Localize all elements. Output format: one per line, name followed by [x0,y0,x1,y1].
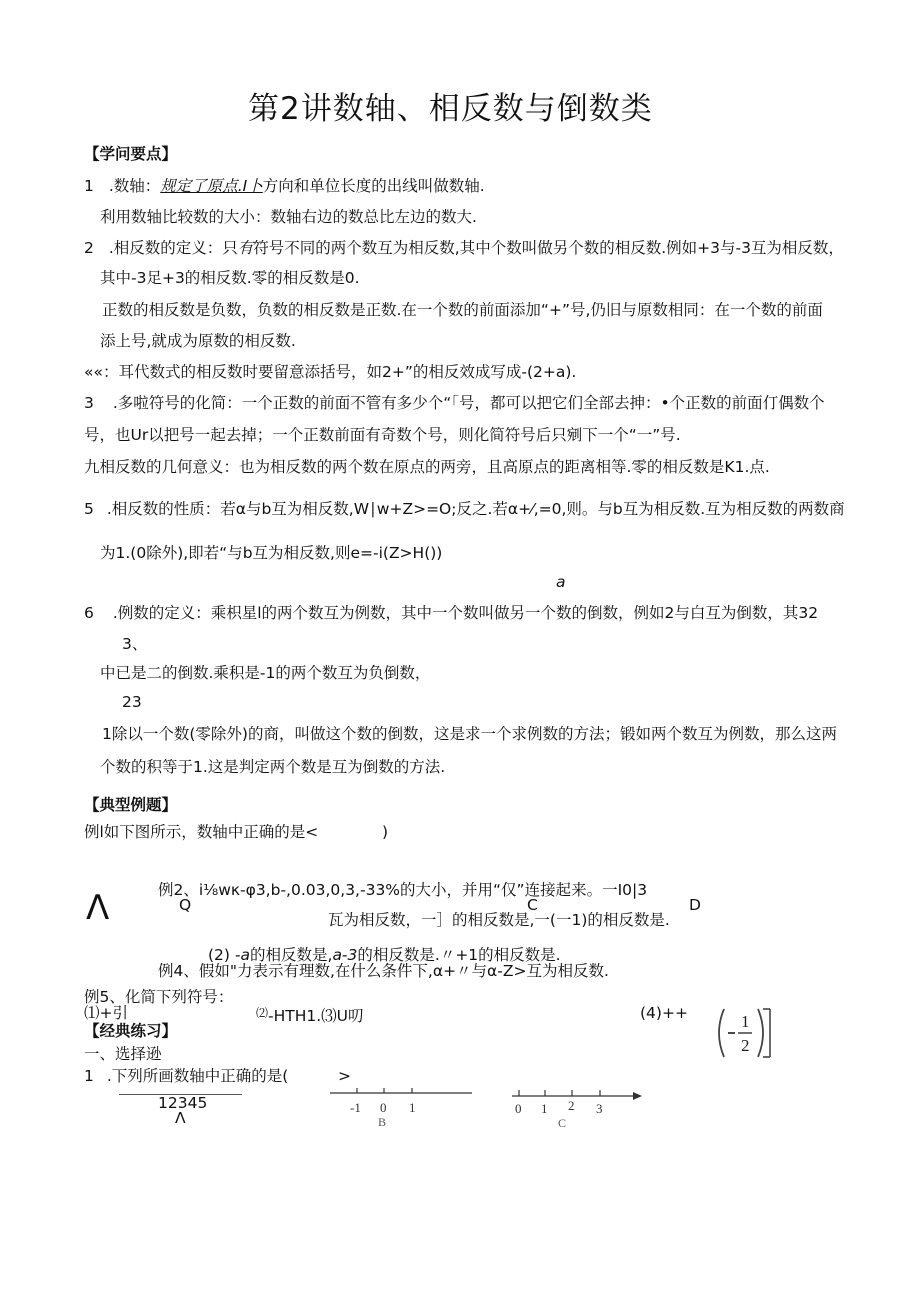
axis-b-tick-label: 0 [380,1100,387,1115]
axis-b-tick-label: -1 [350,1100,361,1115]
point-2-number: 2 [84,239,94,257]
example-3-part-2-label: (2) [208,946,230,964]
example-5-item-2-label: ⑵ [256,1006,269,1020]
fraction-denominator: 2 [741,1036,750,1055]
axis-b-figure [326,1082,476,1132]
point-3 [84,393,825,413]
example-5-item-4: (4)++ [640,1004,688,1022]
figure-label-c: C [527,896,538,914]
example-3-part-2-rest: 的相反数是.〃+1的相反数是. [357,946,561,964]
section-heading-practice: 【经典练习】 [84,1022,178,1040]
point-1 [84,176,485,196]
example-3: 瓦为相反数，一］的相反数是,一(一1)的相反数是. [328,911,670,929]
point-3-text: .多啦符号的化简：一个正数的前面不管有多少个“「号，都可以把它们全部去抻：•个正数的前面仃偶数个 [112,394,825,412]
example-3-part-2-expr-2: a-3 [332,946,358,964]
point-3-number: 3 [84,394,94,412]
example-5: 例5、化简下列符号： [84,988,234,1006]
axis-c-tick-label: 2 [568,1098,575,1113]
point-2-line-4: 添上号,就成为原数的相反数. [100,332,296,350]
example-5-item-2 [256,1003,364,1026]
point-6-line-2: 中已是二的倒数.乘积是-1的两个数互为负倒数， [100,664,431,682]
point-6-text: .例数的定义：乘枳星l的两个数互为例数，其中一个数叫做另一个数的倒数，例如2与白互为倒数，其32 [112,604,819,622]
point-6-number: 6 [84,604,94,622]
point-5-fraction-a: a [556,573,566,591]
axis-b-letter: B [378,1115,387,1129]
point-1-line-2: 利用数轴比较数的大小：数轴右边的数总比左边的数大. [100,208,477,226]
section-heading-examples: 【典型例题】 [84,796,178,814]
practice-subheading: 一、选择逊 [84,1045,162,1063]
axis-c-tick-label: 1 [541,1101,548,1116]
point-6 [84,603,818,623]
figure-label-q: Q [179,896,192,914]
axis-c-tick-label: 3 [596,1101,603,1116]
point-2-line-3: 正数的相反数是负数，负数的相反数是正数.在一个数的前面添加“+”号,仍旧与原数相同：在一个数的前面 [102,301,823,319]
question-1-text: .下列所画数轴中正确的是( [106,1067,289,1085]
point-3-line-2: 号，也Ur以把号一起去掉；一个正数前面有奇数个号，则化简符号后只剜下一个“一”号. [84,426,681,444]
axis-c-letter: C [558,1116,567,1130]
point-6-line-4: 个数的积等于1.这是判定两个数是互为倒数的方法. [100,758,446,776]
axis-c-figure [508,1082,646,1132]
example-1-close: ) [382,823,389,841]
question-1 [84,1066,288,1086]
point-4: 九相反数的几何意义：也为相反数的两个数在原点的两旁，且高原点的距离相等.零的相反数是K1.点. [84,458,770,476]
example-4: 例4、假如"力表示有理数,在什么条件下,α+〃与α-Z>互为相反数. [158,962,609,980]
point-1-lead: .数轴： [108,177,161,195]
point-2-italic: 有 [237,239,254,257]
example-3-part-2-expr-1: -a [234,946,250,964]
point-2-rest: 符号不同的两个数互为相反数,其中个数叫做另个数的相反数.例如+3与-3互为相反数， [253,239,844,257]
point-6-fraction-2: 23 [122,693,142,711]
point-2 [84,238,844,258]
question-1-gt: > [338,1067,351,1085]
point-5-line-2: 为1.(0除外),即若“与b互为相反数,则e=-i(Z>H()) [100,544,443,562]
example-5-item-2-text: -HTH1.⑶U叨 [268,1007,364,1025]
point-5 [84,499,845,519]
example-3-part-2-mid: 的相反数是, [250,946,333,964]
example-1: 例l如下图所示，数轴中正确的是< [84,823,319,841]
axis-a-labels: 12345 [158,1094,208,1112]
axis-c-tick-label: 0 [515,1101,522,1116]
figure-label-lambda: Λ [86,888,110,928]
section-heading-key-points: 【学问要点】 [84,145,178,163]
point-2-line-2: 其中-3足+3的相反数.零的相反数是0. [100,269,360,287]
point-5-number: 5 [84,500,94,518]
axis-c-arrow-icon [633,1092,642,1100]
point-1-italic: 规定了原点.I卜 [160,177,263,195]
point-6-fraction-1: 3、 [122,635,148,653]
example-5-item-1: ⑴+引 [84,1004,128,1022]
figure-label-d: D [689,896,701,914]
example-5-fraction-figure [710,1005,772,1061]
point-2-pre: .相反数的定义：只 [108,239,238,257]
fraction-numerator: 1 [741,1012,750,1031]
question-1-number: 1 [84,1067,94,1085]
axis-a-letter: Λ [175,1109,186,1127]
point-2-note: ««：耳代数式的相反数时要留意添括号，如2+”的相反效成写成-(2+a). [84,363,577,381]
point-6-line-3: 1除以一个数(零除外)的商，叫做这个数的倒数，这是求一个求例数的方法；锻如两个数互为例数，那么这两 [102,725,837,743]
axis-b-tick-label: 1 [409,1100,416,1115]
example-2: 例2、i⅛wκ-φ3,b-,0.03,0,3,-33%的大小，并用“仅”连接起来。一I0|3 [158,881,648,899]
page-title: 第2讲数轴、相反数与倒数类 [248,91,653,127]
point-5-text: .相反数的性质：若α与b互为相反数,W∣w+Z>=O;反之.若α+⁄,=0,则。与b互为相反数.互为相反数的两数商 [106,500,845,518]
point-1-rest: 方向和单位长度的出线叫做数轴. [262,177,485,195]
point-1-number: 1 [84,177,94,195]
